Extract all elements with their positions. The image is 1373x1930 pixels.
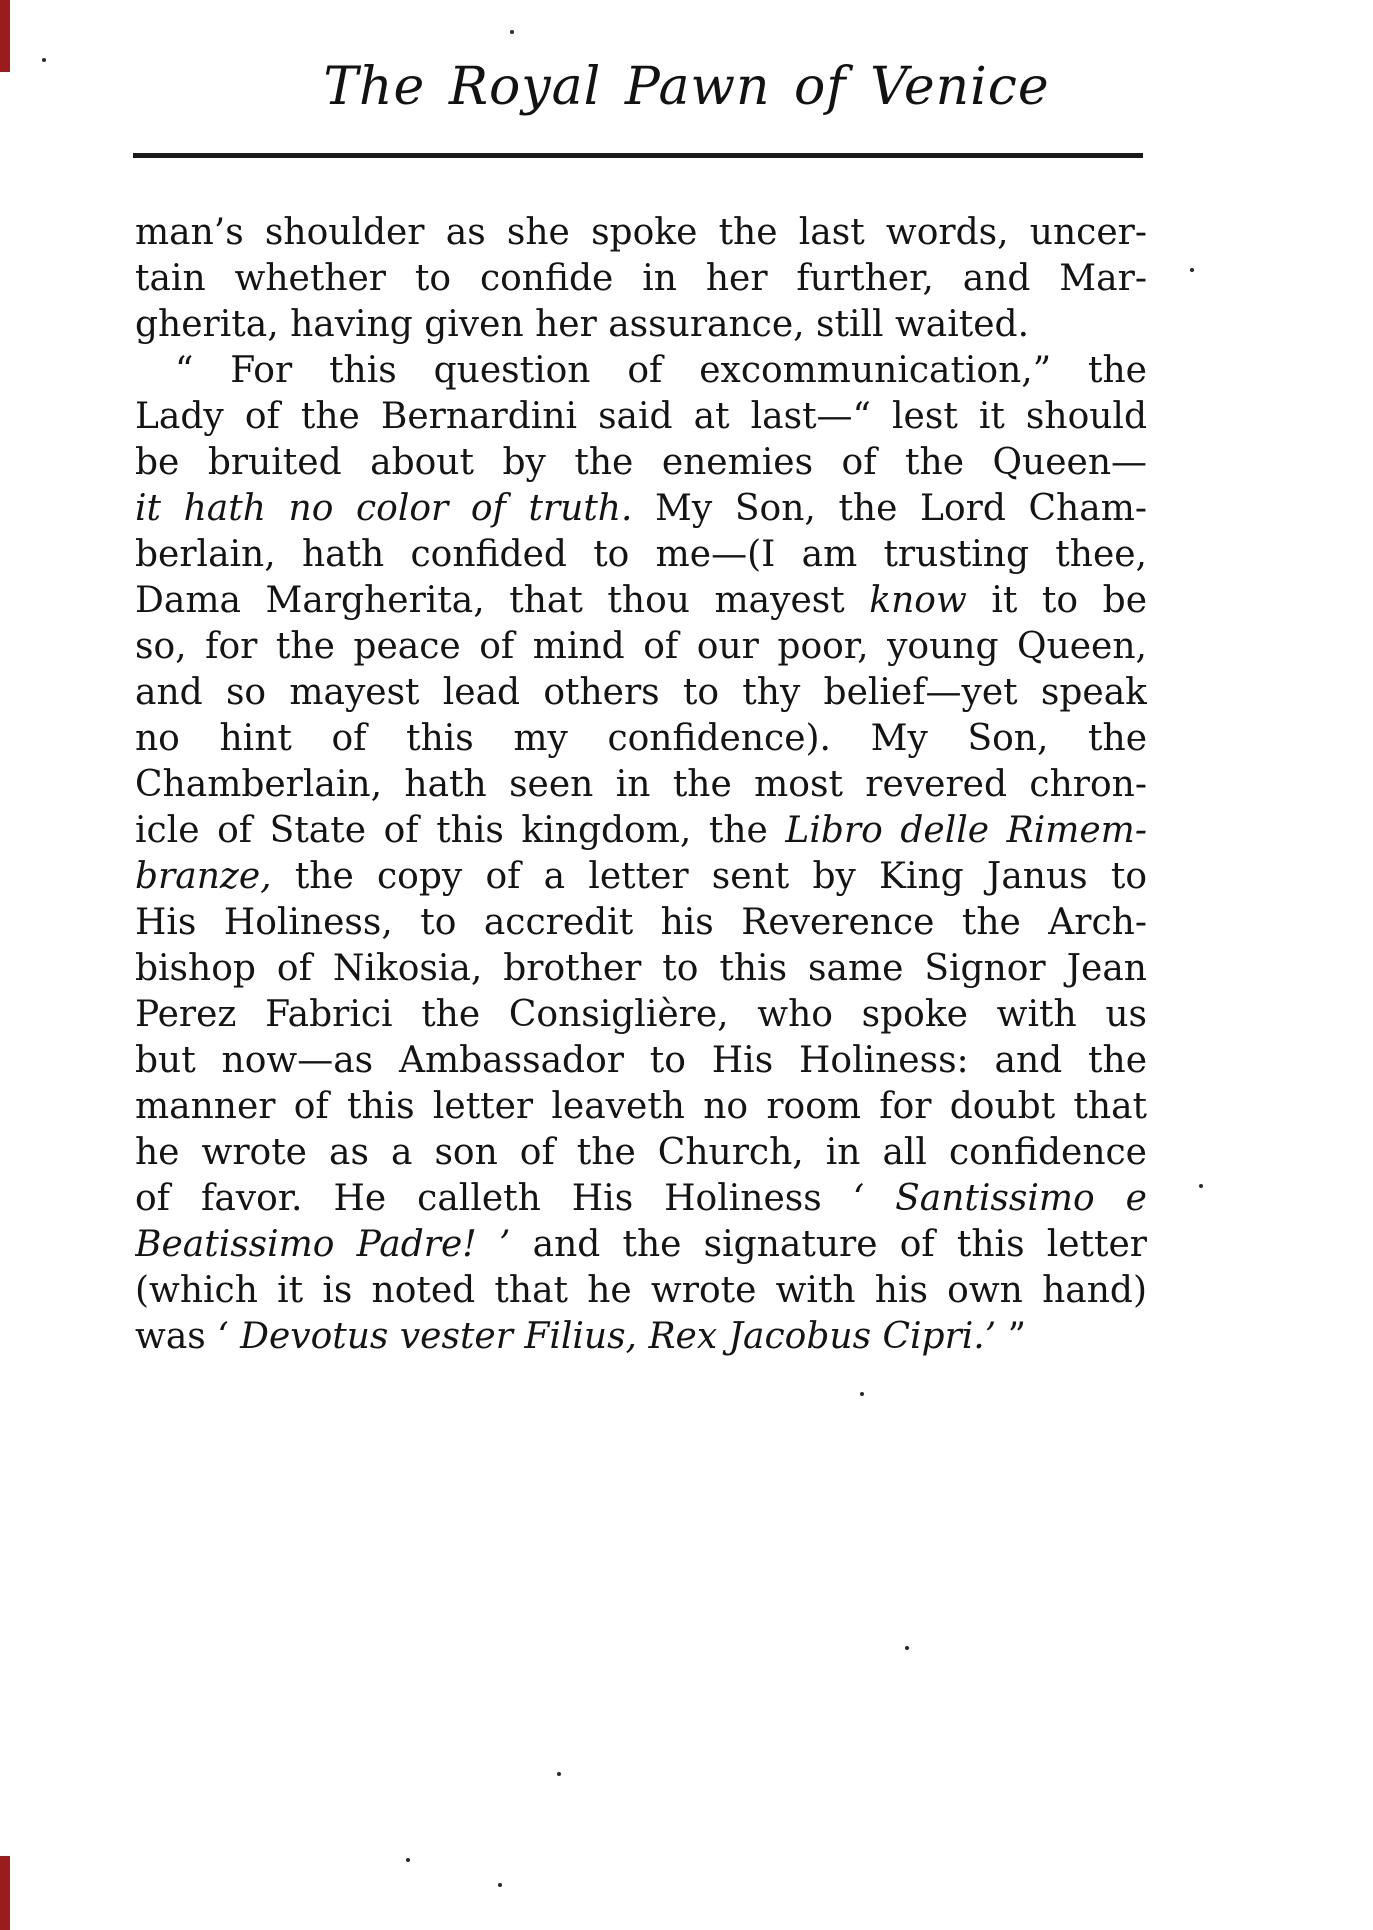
scan-speck	[1190, 268, 1194, 272]
text-line	[135, 256, 1147, 302]
text-line	[135, 808, 1147, 854]
italic-text-segment: ‘ Devotus vester Filius, Rex Jacobus Cipri.’	[217, 1316, 997, 1357]
text-line	[135, 394, 1147, 440]
text-line	[135, 1038, 1147, 1084]
scan-speck	[905, 1646, 909, 1650]
text-line	[135, 440, 1147, 486]
italic-text-segment: ‘ Santissimo e	[852, 1178, 1147, 1219]
text-segment: “ For this question of excommunication,” the	[175, 350, 1147, 391]
italic-text-segment: know	[869, 580, 967, 621]
text-segment: Lady of the Bernardini said at last—“ lest it should	[135, 396, 1147, 437]
scan-speck	[1199, 1184, 1203, 1188]
text-segment: he wrote as a son of the Church, in all confidence	[135, 1132, 1147, 1173]
text-line	[135, 532, 1147, 578]
text-segment: icle of State of this kingdom, the	[135, 810, 786, 851]
text-line	[135, 1268, 1147, 1314]
text-segment: berlain, hath confided to me—(I am trusting thee,	[135, 534, 1147, 575]
text-segment: of favor. He calleth His Holiness	[135, 1178, 853, 1219]
text-segment: but now—as Ambassador to His Holiness: and the	[135, 1040, 1147, 1081]
italic-text-segment: it hath no color of truth.	[135, 488, 633, 529]
body-text	[135, 210, 1147, 1360]
text-line	[135, 210, 1147, 256]
page-title: The Royal Pawn of Venice	[323, 57, 1050, 117]
text-segment: Perez Fabrici the Consiglière, who spoke with us	[135, 994, 1147, 1035]
text-line	[135, 716, 1147, 762]
scan-edge-mark-bottom	[0, 1856, 10, 1930]
text-segment: so, for the peace of mind of our poor, young Queen,	[135, 626, 1147, 667]
text-segment: it to be	[966, 580, 1147, 621]
text-line	[135, 854, 1147, 900]
text-segment: manner of this letter leaveth no room for doubt that	[135, 1086, 1147, 1127]
text-line	[135, 670, 1147, 716]
text-segment: and the signature of this letter	[510, 1224, 1147, 1265]
text-line	[135, 992, 1147, 1038]
text-line	[135, 348, 1147, 394]
text-line	[135, 486, 1147, 532]
text-segment: man’s shoulder as she spoke the last words, uncer-	[135, 212, 1147, 253]
text-line	[135, 578, 1147, 624]
text-segment: tain whether to confide in her further, and Mar-	[135, 258, 1147, 299]
text-line	[135, 302, 1147, 348]
text-segment: Dama Margherita, that thou mayest	[135, 580, 870, 621]
scan-speck	[406, 1858, 410, 1862]
text-segment: no hint of this my confidence). My Son, the	[135, 718, 1147, 759]
scan-speck	[860, 1392, 864, 1396]
text-line	[135, 1314, 1147, 1360]
scan-speck	[42, 58, 46, 62]
text-line	[135, 946, 1147, 992]
text-line	[135, 900, 1147, 946]
text-line	[135, 1130, 1147, 1176]
text-line	[135, 1084, 1147, 1130]
title-rule	[133, 153, 1143, 158]
text-line	[135, 1222, 1147, 1268]
italic-text-segment: branze,	[135, 856, 272, 897]
text-segment: was	[135, 1316, 218, 1357]
scan-speck	[510, 30, 514, 34]
text-segment: and so mayest lead others to thy belief—yet speak	[135, 672, 1147, 713]
text-segment: be bruited about by the enemies of the Queen—	[135, 442, 1147, 483]
text-line	[135, 762, 1147, 808]
text-segment: ”	[996, 1316, 1027, 1357]
text-segment: His Holiness, to accredit his Reverence the Arch-	[135, 902, 1147, 943]
text-line	[135, 1176, 1147, 1222]
scan-speck	[557, 1772, 561, 1776]
text-line	[135, 624, 1147, 670]
text-segment: My Son, the Lord Cham-	[632, 488, 1147, 529]
italic-text-segment: Libro delle Rimem-	[785, 810, 1147, 851]
text-segment: the copy of a letter sent by King Janus to	[271, 856, 1147, 897]
text-segment: (which it is noted that he wrote with his own hand)	[135, 1270, 1147, 1311]
scan-speck	[498, 1883, 502, 1887]
text-segment: gherita, having given her assurance, still waited.	[135, 304, 1030, 345]
text-segment: Chamberlain, hath seen in the most revered chron-	[135, 764, 1147, 805]
italic-text-segment: Beatissimo Padre! ’	[135, 1224, 511, 1265]
text-segment: bishop of Nikosia, brother to this same Signor Jean	[135, 948, 1147, 989]
